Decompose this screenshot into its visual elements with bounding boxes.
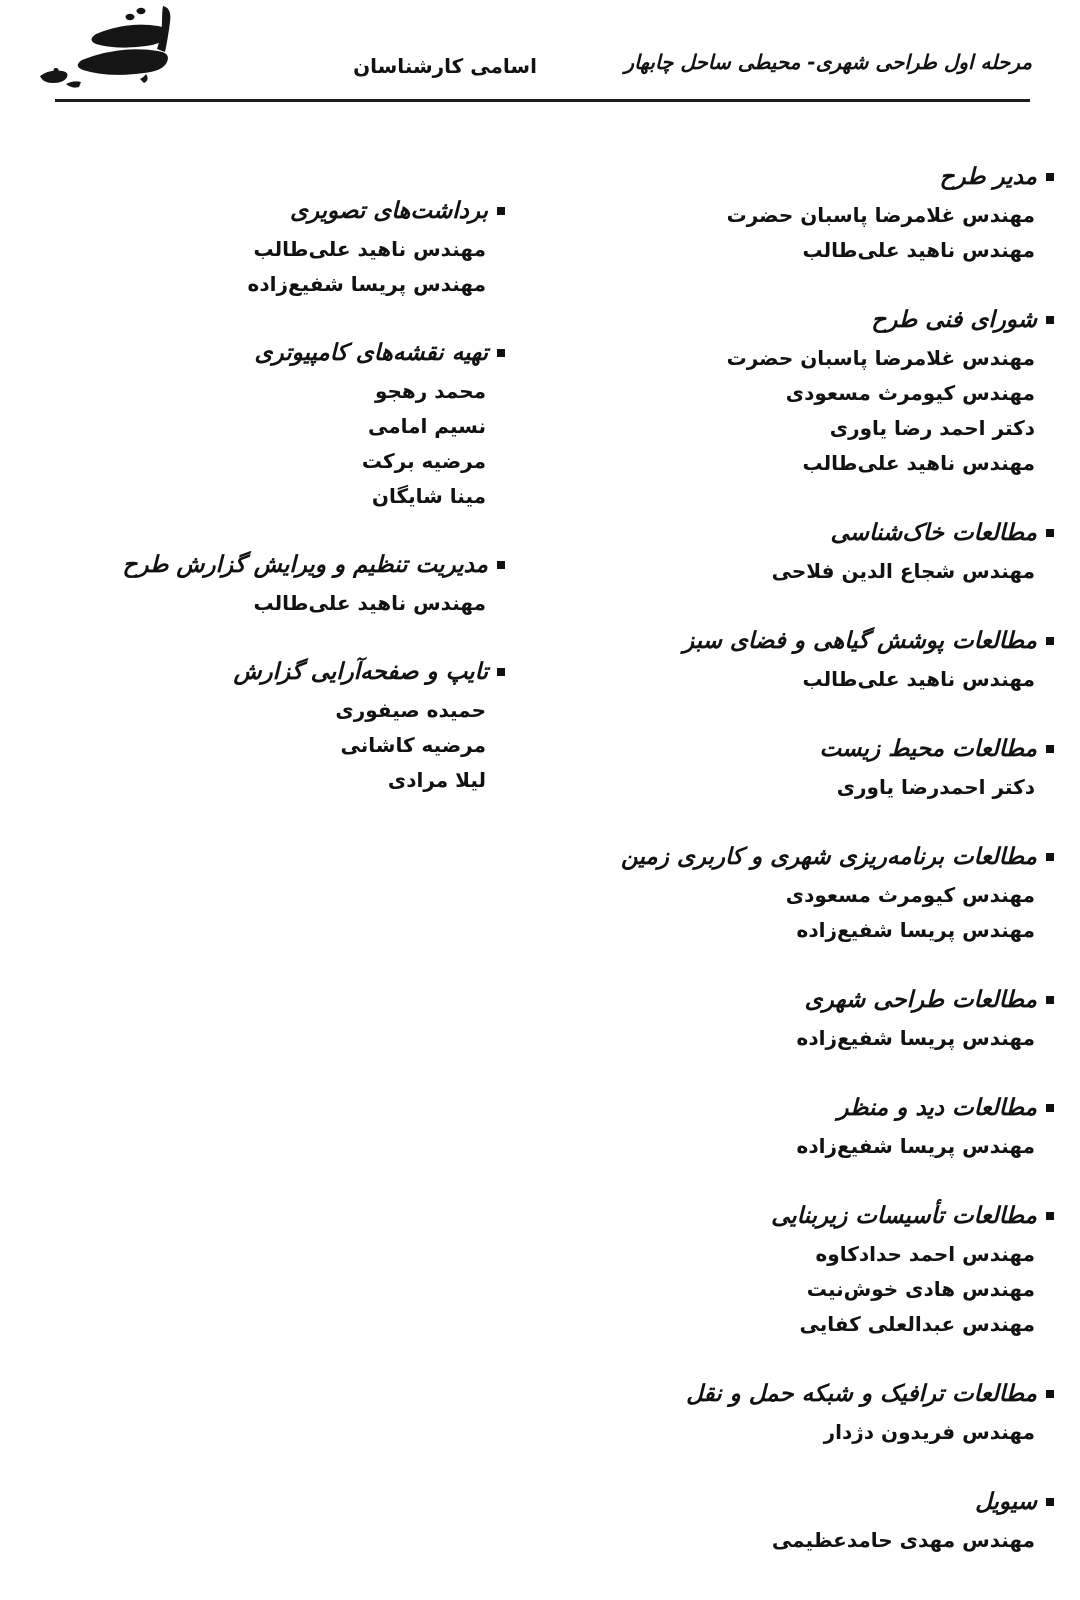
member-name: مهندس کیومرث مسعودی	[785, 883, 1035, 907]
section-title: مطالعات محیط زیست	[819, 736, 1037, 762]
member-name: محمد رهجو	[374, 379, 486, 403]
section-technical-council	[494, 299, 1054, 481]
section-title: تایپ و صفحه‌آرایی گزارش	[233, 659, 488, 685]
bullet-icon	[1046, 173, 1054, 181]
member-name: مهندس هادی خوش‌نیت	[806, 1277, 1035, 1301]
bullet-icon	[1046, 637, 1054, 645]
member-name: مهندس پریسا شفیع‌زاده	[796, 1026, 1035, 1050]
member-name: مینا شایگان	[371, 484, 486, 508]
section-title: مدیریت تنظیم و ویرایش گزارش طرح	[122, 552, 488, 578]
section-heading	[494, 512, 1054, 554]
section-heading	[494, 979, 1054, 1021]
section-heading	[494, 1481, 1054, 1523]
member-name: مهندس عبدالعلی کفایی	[799, 1312, 1035, 1336]
section-title: مطالعات تأسیسات زیربنایی	[771, 1203, 1037, 1229]
section-soil-studies	[494, 512, 1054, 589]
section-urban-design-studies	[494, 979, 1054, 1056]
section-heading	[25, 332, 505, 374]
member-name: مهندس ناهید علی‌طالب	[802, 667, 1035, 691]
member-name: مهندس ناهید علی‌طالب	[802, 238, 1035, 262]
section-title: مطالعات دید و منظر	[837, 1095, 1037, 1121]
section-infrastructure-studies	[494, 1195, 1054, 1342]
section-heading	[494, 728, 1054, 770]
member-name: مهندس فریدون دژدار	[823, 1420, 1035, 1444]
section-title: مطالعات خاک‌شناسی	[830, 520, 1037, 546]
bullet-icon	[497, 561, 505, 569]
member-name: نسیم امامی	[367, 414, 486, 438]
section-vegetation-studies	[494, 620, 1054, 697]
section-traffic-transport-studies	[494, 1373, 1054, 1450]
section-title: شورای فنی طرح	[871, 307, 1037, 333]
section-title: مطالعات پوشش گیاهی و فضای سبز	[682, 628, 1037, 654]
member-name: مهندس پریسا شفیع‌زاده	[796, 918, 1035, 942]
bullet-icon	[1046, 316, 1054, 324]
section-title: مطالعات ترافیک و شبکه حمل و نقل	[686, 1381, 1037, 1407]
member-name: مهندس پریسا شفیع‌زاده	[247, 272, 486, 296]
roster-column-right	[494, 0, 1054, 1589]
member-name: مهندس شجاع الدین فلاحی	[771, 559, 1035, 583]
section-heading	[494, 620, 1054, 662]
bullet-icon	[1046, 529, 1054, 537]
section-heading	[494, 299, 1054, 341]
member-name: حمیده صیفوری	[335, 698, 486, 722]
bullet-icon	[497, 668, 505, 676]
section-heading	[494, 1087, 1054, 1129]
section-project-manager	[494, 156, 1054, 268]
bullet-icon	[1046, 745, 1054, 753]
bullet-icon	[1046, 1104, 1054, 1112]
section-heading	[494, 836, 1054, 878]
section-title: مطالعات برنامه‌ریزی شهری و کاربری زمین	[620, 844, 1037, 870]
member-name: دکتر احمدرضا یاوری	[836, 775, 1035, 799]
section-title: تهیه نقشه‌های کامپیوتری	[254, 340, 488, 366]
section-heading	[25, 651, 505, 693]
member-name: دکتر احمد رضا یاوری	[829, 416, 1035, 440]
section-heading	[494, 156, 1054, 198]
section-heading	[494, 1373, 1054, 1415]
section-heading	[25, 190, 505, 232]
member-name: مهندس غلامرضا پاسبان حضرت	[726, 346, 1035, 370]
roster-column-left	[25, 0, 505, 828]
member-name: مرضیه برکت	[361, 449, 486, 473]
member-name: مهندس ناهید علی‌طالب	[253, 591, 486, 615]
member-name: مهندس ناهید علی‌طالب	[253, 237, 486, 261]
section-report-editing-management	[25, 544, 505, 621]
member-name: مهندس مهدی حامدعظیمی	[771, 1528, 1035, 1552]
section-heading	[494, 1195, 1054, 1237]
section-urban-planning-landuse	[494, 836, 1054, 948]
section-computer-maps	[25, 332, 505, 514]
section-civil	[494, 1481, 1054, 1558]
bullet-icon	[497, 349, 505, 357]
section-photographic-surveys	[25, 190, 505, 302]
member-name: مهندس احمد حدادکاوه	[815, 1242, 1035, 1266]
bullet-icon	[1046, 853, 1054, 861]
bullet-icon	[1046, 996, 1054, 1004]
section-typing-layout	[25, 651, 505, 798]
section-heading	[25, 544, 505, 586]
section-view-landscape-studies	[494, 1087, 1054, 1164]
section-title: سیویل	[975, 1489, 1037, 1515]
bullet-icon	[497, 207, 505, 215]
member-name: لیلا مرادی	[387, 768, 486, 792]
member-name: مهندس غلامرضا پاسبان حضرت	[726, 203, 1035, 227]
section-title: مدیر طرح	[939, 164, 1037, 190]
section-title: برداشت‌های تصویری	[289, 198, 488, 224]
section-environment-studies	[494, 728, 1054, 805]
bullet-icon	[1046, 1390, 1054, 1398]
document-title: مرحله اول طراحی شهری- محیطی ساحل چابهار	[624, 50, 1032, 74]
member-name: مهندس ناهید علی‌طالب	[802, 451, 1035, 475]
member-name: مهندس پریسا شفیع‌زاده	[796, 1134, 1035, 1158]
bullet-icon	[1046, 1498, 1054, 1506]
member-name: مهندس کیومرث مسعودی	[785, 381, 1035, 405]
page-title: اسامی کارشناسان	[353, 54, 537, 78]
section-title: مطالعات طراحی شهری	[804, 987, 1037, 1013]
member-name: مرضیه کاشانی	[340, 733, 486, 757]
bullet-icon	[1046, 1212, 1054, 1220]
